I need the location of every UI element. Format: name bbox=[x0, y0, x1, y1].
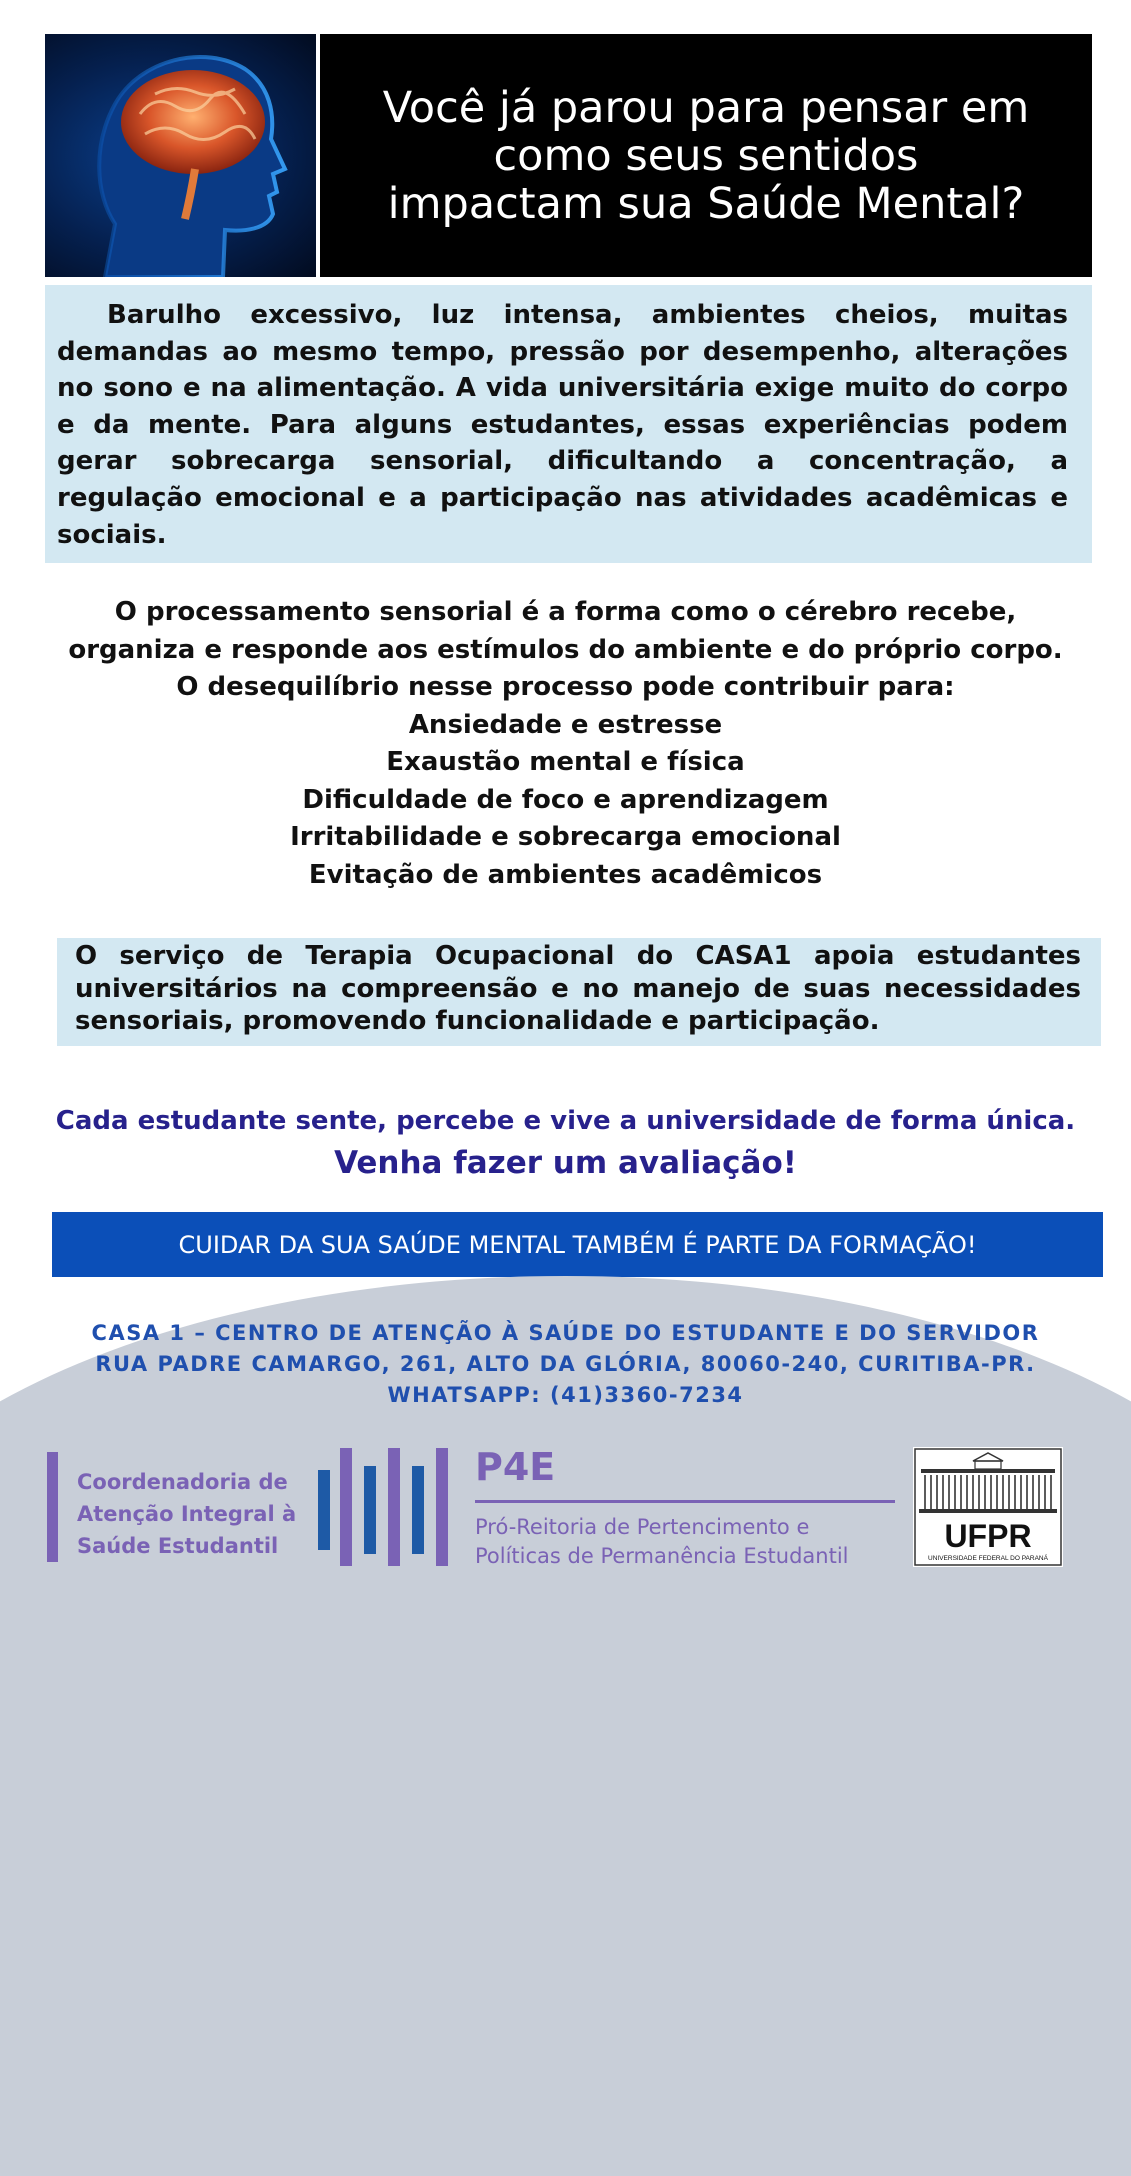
address-line-1: CASA 1 – CENTRO DE ATENÇÃO À SAÚDE DO ESTUDANTE E DO SERVIDOR bbox=[91, 1321, 1040, 1345]
whatsapp-line: WHATSAPP: (41)3360-7234 bbox=[387, 1383, 744, 1407]
footer-background bbox=[0, 1276, 1131, 2176]
list-item: Irritabilidade e sobrecarga emocional bbox=[290, 822, 841, 852]
p4e-logo: P4E bbox=[475, 1445, 556, 1489]
list-item: Exaustão mental e física bbox=[386, 747, 745, 777]
intro-paragraph: Barulho excessivo, luz intensa, ambientes cheios, muitas demandas ao mesmo tempo, pressão por desempenho, alterações no sono e na alimentação. A vida universitária exige muito do corpo e da mente. Para alguns estudantes, essas experiências podem gerar sobrecarga sensorial, dificultando a concentração, a regulação emocional e a participação nas atividades acadêmicas e sociais. bbox=[57, 300, 1068, 550]
p4e-line: Pró-Reitoria de Pertencimento e bbox=[475, 1515, 810, 1539]
p4e-line: Políticas de Permanência Estudantil bbox=[475, 1544, 849, 1568]
coordenadoria-accent-bar bbox=[47, 1452, 58, 1562]
service-box bbox=[57, 938, 1101, 1046]
processing-line: organiza e responde aos estímulos do ambiente e do próprio corpo. bbox=[68, 634, 1063, 665]
ufpr-subtitle: UNIVERSIDADE FEDERAL DO PARANÁ bbox=[928, 1555, 1048, 1562]
list-item: Dificuldade de foco e aprendizagem bbox=[302, 784, 829, 815]
header-title-line: Você já parou para pensar em bbox=[382, 82, 1030, 133]
service-paragraph: O serviço de Terapia Ocupacional do CASA1 apoia estudantes universitários na compreensão e no manejo de suas necessidades sensoriais, promovendo funcionalidade e participação. bbox=[75, 941, 1081, 1036]
call-to-action bbox=[20, 1102, 1111, 1186]
ufpr-building-icon bbox=[913, 1447, 1063, 1567]
coordenadoria-line: Coordenadoria de bbox=[77, 1470, 288, 1494]
p4e-divider bbox=[475, 1500, 895, 1503]
cta-line-1: Cada estudante sente, percebe e vive a universidade de forma única. bbox=[55, 1106, 1076, 1136]
slogan-text: CUIDAR DA SUA SAÚDE MENTAL TAMBÉM É PARTE DA FORMAÇÃO! bbox=[178, 1230, 977, 1259]
header-title-line: como seus sentidos bbox=[493, 130, 919, 181]
processing-line: O desequilíbrio nesse processo pode contribuir para: bbox=[176, 672, 955, 702]
coordenadoria-line: Saúde Estudantil bbox=[77, 1534, 279, 1558]
address-line-2: RUA PADRE CAMARGO, 261, ALTO DA GLÓRIA, 80060-240, CURITIBA-PR. bbox=[95, 1352, 1036, 1376]
ufpr-wordmark: UFPR bbox=[944, 1518, 1032, 1554]
list-item: Evitação de ambientes acadêmicos bbox=[308, 859, 823, 890]
head-brain-icon bbox=[45, 34, 316, 277]
brain-head-illustration bbox=[45, 34, 320, 277]
address-block bbox=[30, 1318, 1101, 1411]
list-item: Ansiedade e estresse bbox=[408, 709, 723, 740]
p4e-name bbox=[475, 1513, 849, 1571]
coordenadoria-line: Atenção Integral à bbox=[77, 1502, 297, 1526]
slogan-banner bbox=[52, 1212, 1103, 1277]
header-title bbox=[320, 34, 1092, 277]
processing-section bbox=[30, 594, 1101, 894]
header-banner bbox=[45, 34, 1092, 277]
processing-line: O processamento sensorial é a forma como o cérebro recebe, bbox=[114, 597, 1017, 627]
header-title-line: impactam sua Saúde Mental? bbox=[387, 178, 1025, 229]
coordenadoria-logo-text bbox=[77, 1466, 296, 1562]
intro-box bbox=[45, 285, 1092, 563]
bars-logo-icon bbox=[318, 1448, 448, 1566]
ufpr-logo bbox=[913, 1447, 1063, 1567]
cta-line-2: Venha fazer um avaliação! bbox=[334, 1145, 797, 1181]
